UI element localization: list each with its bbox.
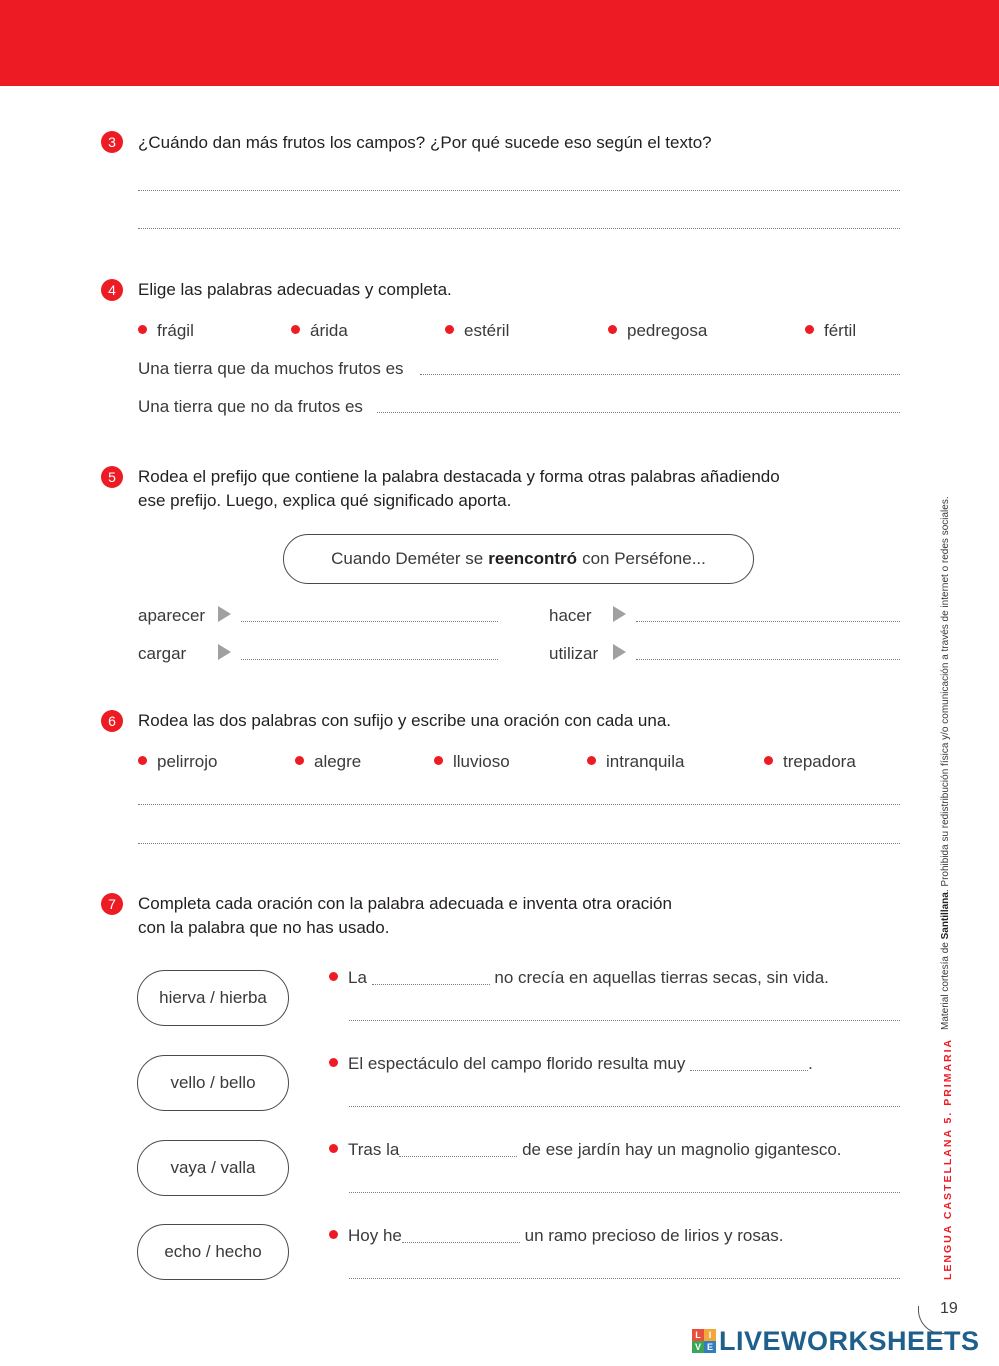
- sentence-prompt: Una tierra que da muchos frutos es: [138, 359, 404, 378]
- base-word: aparecer: [138, 606, 206, 625]
- liveworksheets-watermark: [692, 1326, 980, 1356]
- bullet-dot: [329, 1144, 338, 1153]
- liveworksheets-logo-icon: L I V E: [692, 1329, 716, 1353]
- example-sentence-box: [283, 534, 754, 584]
- base-word: utilizar: [549, 644, 599, 663]
- sentence-1: La no crecía en aquellas tierras secas, sin vida.: [329, 967, 829, 989]
- word-pair: echo / hecho: [164, 1242, 262, 1261]
- question-number-3: 3: [101, 131, 123, 153]
- fill-blank[interactable]: [372, 969, 490, 985]
- question-number-4: 4: [101, 279, 123, 301]
- sentence-3: Tras la de ese jardín hay un magnolio gigantesco.: [329, 1139, 842, 1161]
- word-option[interactable]: pedregosa: [608, 320, 707, 342]
- answer-line[interactable]: [349, 1192, 900, 1193]
- sentence-4: Hoy he un ramo precioso de lirios y rosas.: [329, 1225, 784, 1247]
- copyright-notice: Material cortesía de Santillana. Prohibida su redistribución física y/o comunicación a través de internet o redes sociales.: [940, 496, 951, 1030]
- question-number-7: 7: [101, 893, 123, 915]
- word-option[interactable]: frágil: [138, 320, 194, 342]
- answer-line[interactable]: [138, 228, 900, 229]
- word-option[interactable]: trepadora: [764, 751, 856, 773]
- word-pair-box[interactable]: [137, 970, 289, 1026]
- answer-line[interactable]: [138, 843, 900, 844]
- word-option[interactable]: alegre: [295, 751, 361, 773]
- answer-line[interactable]: [349, 1278, 900, 1279]
- word-option[interactable]: estéril: [445, 320, 509, 342]
- word-option[interactable]: fértil: [805, 320, 856, 342]
- arrow-right-icon: [613, 644, 626, 660]
- question-5-text-line2: ese prefijo. Luego, explica qué significado aporta.: [138, 491, 512, 510]
- bullet-dot: [329, 1058, 338, 1067]
- answer-line[interactable]: [349, 1106, 900, 1107]
- word-pair: hierva / hierba: [159, 988, 267, 1007]
- question-5-text-line1: Rodea el prefijo que contiene la palabra destacada y forma otras palabras añadiendo: [138, 467, 780, 486]
- word-option[interactable]: pelirrojo: [138, 751, 217, 773]
- word-pair-box[interactable]: [137, 1224, 289, 1280]
- answer-line[interactable]: [377, 412, 900, 413]
- answer-line[interactable]: [138, 190, 900, 191]
- question-6-text: Rodea las dos palabras con sufijo y escribe una oración con cada una.: [138, 711, 672, 730]
- question-number-5: 5: [101, 466, 123, 488]
- answer-line[interactable]: [636, 621, 900, 622]
- word-option[interactable]: árida: [291, 320, 348, 342]
- page-number: 19: [940, 1300, 958, 1317]
- example-text: Cuando Deméter se: [331, 549, 484, 568]
- question-number-6: 6: [101, 710, 123, 732]
- arrow-right-icon: [218, 644, 231, 660]
- header-bar: [0, 0, 999, 86]
- fill-blank[interactable]: [399, 1141, 517, 1157]
- book-title: LENGUA CASTELLANA 5. PRIMARIA: [942, 1037, 954, 1280]
- arrow-right-icon: [613, 606, 626, 622]
- bullet-dot: [329, 1230, 338, 1239]
- word-pair: vello / bello: [170, 1073, 256, 1092]
- word-pair: vaya / valla: [170, 1158, 256, 1177]
- word-option[interactable]: intranquila: [587, 751, 684, 773]
- answer-line[interactable]: [636, 659, 900, 660]
- fill-blank[interactable]: [690, 1055, 808, 1071]
- word-pair-box[interactable]: [137, 1140, 289, 1196]
- question-3-text: ¿Cuándo dan más frutos los campos? ¿Por qué sucede eso según el texto?: [138, 133, 712, 152]
- word-option[interactable]: lluvioso: [434, 751, 510, 773]
- watermark-text: LIVEWORKSHEETS: [719, 1326, 980, 1356]
- answer-line[interactable]: [420, 374, 900, 375]
- question-4-text: Elige las palabras adecuadas y completa.: [138, 280, 452, 299]
- highlighted-word[interactable]: reencontró: [488, 549, 578, 568]
- bullet-dot: [329, 972, 338, 981]
- word-pair-box[interactable]: [137, 1055, 289, 1111]
- arrow-right-icon: [218, 606, 231, 622]
- question-7-text-line2: con la palabra que no has usado.: [138, 918, 390, 937]
- base-word: hacer: [549, 606, 592, 625]
- base-word: cargar: [138, 644, 187, 663]
- answer-line[interactable]: [241, 621, 498, 622]
- answer-line[interactable]: [138, 804, 900, 805]
- fill-blank[interactable]: [402, 1227, 520, 1243]
- sentence-prompt: Una tierra que no da frutos es: [138, 397, 363, 416]
- answer-line[interactable]: [349, 1020, 900, 1021]
- question-7-text-line1: Completa cada oración con la palabra adecuada e inventa otra oración: [138, 894, 672, 913]
- example-text: con Perséfone...: [582, 549, 706, 568]
- sentence-2: El espectáculo del campo florido resulta muy .: [329, 1053, 813, 1075]
- answer-line[interactable]: [241, 659, 498, 660]
